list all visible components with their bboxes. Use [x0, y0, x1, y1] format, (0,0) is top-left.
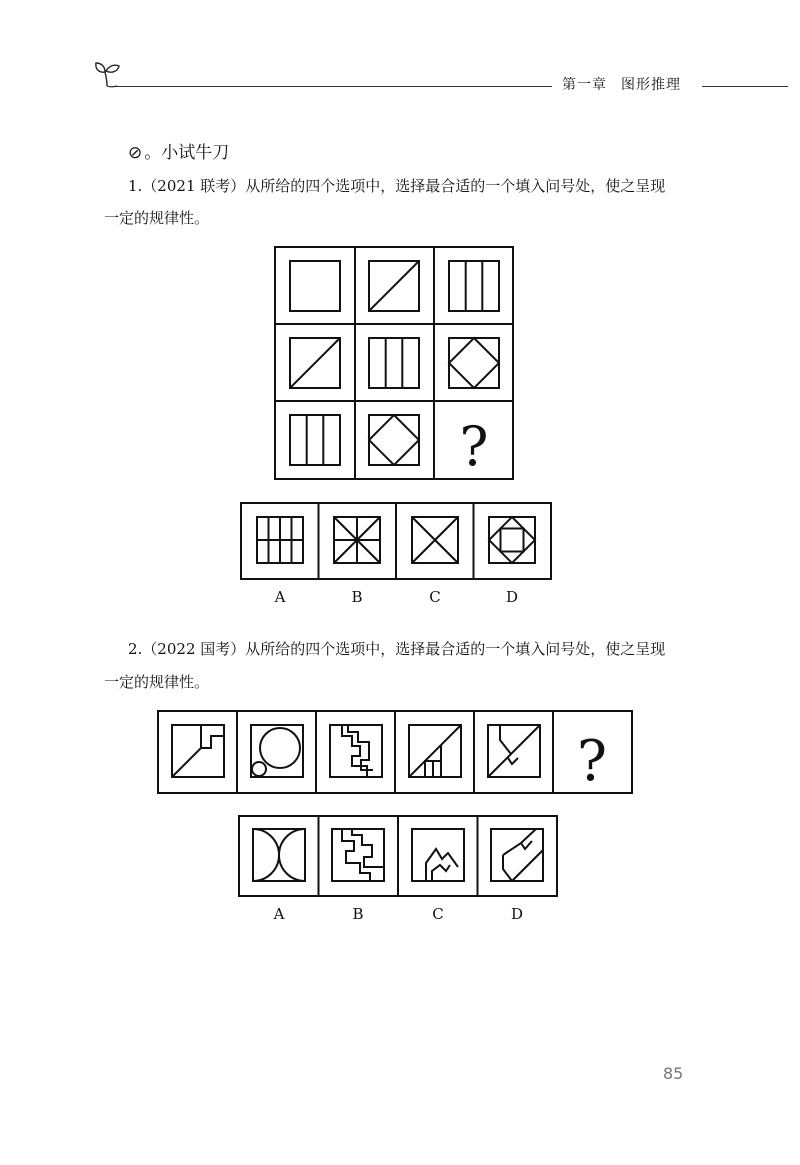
question-mark: ? — [459, 415, 489, 478]
option-c-figure[interactable] — [412, 829, 464, 881]
option-a-label: A — [273, 905, 285, 923]
pencil-icon: ⊘ — [128, 143, 143, 163]
sprout-icon — [93, 58, 121, 88]
option-b-figure[interactable] — [334, 517, 380, 563]
page-number: 85 — [663, 1064, 684, 1083]
section-title: ⊘ 。小试牛刀 — [128, 143, 230, 163]
option-d-figure[interactable] — [491, 829, 543, 881]
option-c-label: C — [432, 905, 444, 923]
matrix-cell-square — [290, 261, 340, 311]
option-a-figure[interactable] — [253, 829, 305, 881]
matrix-cell-columns — [369, 338, 419, 388]
matrix-cell-diagonal — [290, 338, 340, 388]
header-rule — [702, 86, 788, 87]
sequence-figure-5 — [488, 725, 540, 777]
question-2-sequence — [155, 708, 635, 796]
option-c-label: C — [429, 588, 441, 606]
matrix-cell-columns — [290, 415, 340, 465]
chapter-heading — [562, 74, 695, 94]
header-rule — [114, 86, 552, 87]
option-a-label: A — [274, 588, 286, 606]
option-d-figure[interactable] — [489, 517, 535, 563]
matrix-cell-columns — [449, 261, 499, 311]
question-2-text: 2.（2022 国考）从所给的四个选项中，选择最合适的一个填入问号处，使之呈现 — [128, 640, 666, 658]
sequence-figure-2 — [251, 725, 303, 777]
option-a-figure[interactable] — [257, 517, 303, 563]
sequence-figure-1 — [172, 725, 224, 777]
matrix-cell-diamond — [369, 415, 419, 465]
question-1-matrix — [270, 244, 518, 482]
chapter-number: 第一章 — [562, 77, 607, 93]
question-1-text-continued: 一定的规律性。 — [104, 209, 210, 227]
matrix-cell-diagonal — [369, 261, 419, 311]
option-d-label: D — [510, 905, 524, 923]
option-b-figure[interactable] — [332, 829, 384, 881]
sequence-figure-4 — [409, 725, 461, 777]
matrix-cell-diamond — [449, 338, 499, 388]
section-title-text: 小试牛刀 — [161, 143, 230, 163]
question-mark: ? — [576, 729, 608, 794]
question-2-options — [236, 813, 560, 929]
question-1-text: 1.（2021 联考）从所给的四个选项中，选择最合适的一个填入问号处，使之呈现 — [128, 177, 666, 195]
option-d-label: D — [505, 588, 519, 606]
option-b-label: B — [352, 905, 364, 923]
chapter-topic: 图形推理 — [621, 77, 681, 93]
option-b-label: B — [351, 588, 363, 606]
sequence-figure-3 — [330, 725, 382, 777]
option-c-figure[interactable] — [412, 517, 458, 563]
question-2-text-continued: 一定的规律性。 — [104, 673, 210, 691]
question-1-options — [236, 500, 556, 612]
